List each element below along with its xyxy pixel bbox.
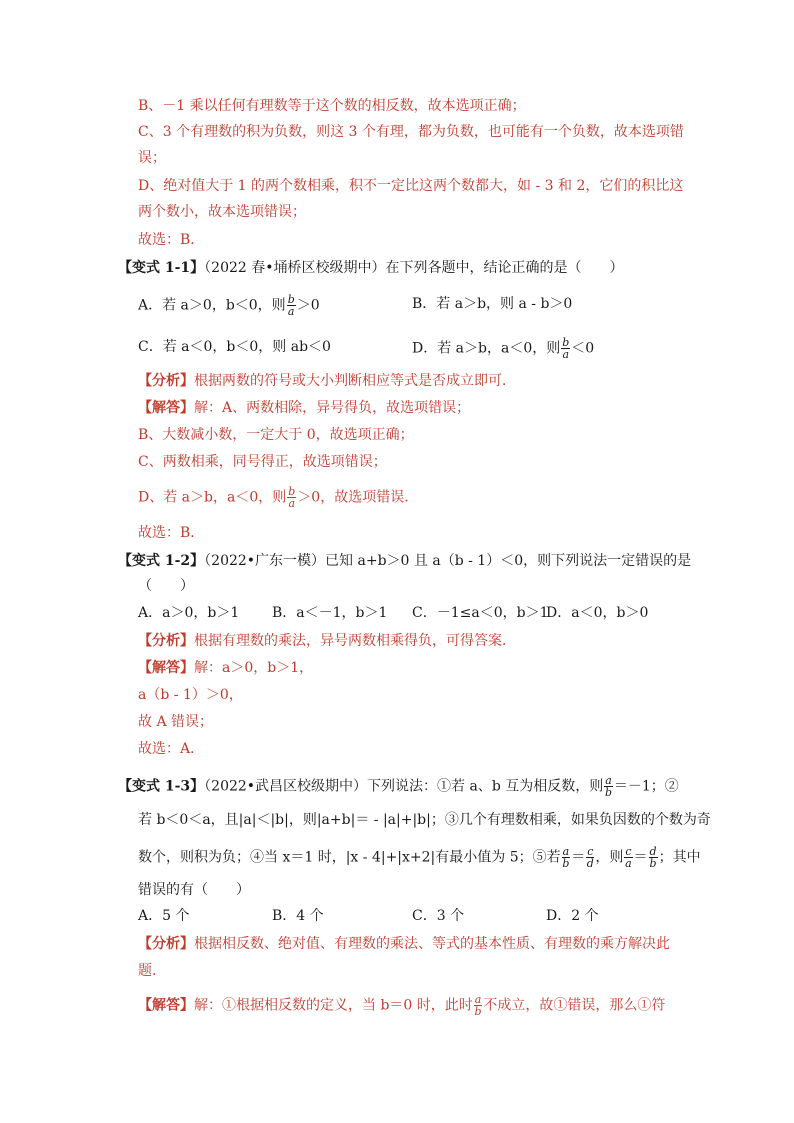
solution-line: 故 A 错误； bbox=[138, 714, 214, 730]
fraction: $\frac{a}{b}$ bbox=[605, 774, 613, 799]
question-stem: （2022 春•埇桥区校级期中）在下列各题中，结论正确的是（ ） bbox=[204, 260, 624, 276]
question-stem: （2022•广东一模）已知 a+b＞0 且 a（b - 1）＜0，则下列说法一定错误的是 bbox=[204, 553, 692, 569]
question-1-2 bbox=[118, 551, 691, 571]
solution bbox=[138, 994, 665, 1017]
solution-line-tail: 不成立，故①错误，那么①符 bbox=[483, 997, 666, 1014]
question-stem: （2022•武昌区校级期中）下列说法：①若 a、b 互为相反数，则 bbox=[204, 778, 604, 795]
analysis-text: 根据有理数的乘法，异号两数相乘得负，可得答案． bbox=[194, 633, 516, 649]
option-a-text: A．若 a＞0，b＜0，则 bbox=[138, 297, 286, 314]
prev-solution-d-line2: 两个数小，故本选项错误； bbox=[138, 204, 306, 220]
solution-line: 解：a＞0，b＞1， bbox=[194, 660, 314, 676]
solution-line: 解：①根据相反数的定义，当 b＝0 时，此时 bbox=[194, 997, 473, 1014]
solution bbox=[138, 398, 470, 418]
analysis-tag: 【分析】 bbox=[138, 633, 194, 649]
option-b: B．a＜－1，b＞1 bbox=[272, 605, 388, 621]
solution-tag: 【解答】 bbox=[138, 997, 194, 1014]
question-tag: 【变式 1-1】 bbox=[118, 260, 205, 276]
answer: 故选：B． bbox=[138, 525, 205, 541]
question-1-3 bbox=[118, 775, 679, 798]
solution-line: 解：A、两数相除，异号得负，故选项错误； bbox=[194, 400, 471, 416]
fraction: $\frac{a}{b}$ bbox=[562, 845, 570, 870]
option-b: B．4 个 bbox=[272, 908, 324, 924]
analysis-text: 根据相反数、绝对值、有理数的乘法、等式的基本性质、有理数的乘方解决此 bbox=[194, 936, 670, 952]
solution-tag: 【解答】 bbox=[138, 660, 194, 676]
option-b: B．若 a＞b，则 a - b＞0 bbox=[412, 296, 573, 312]
question-tag: 【变式 1-2】 bbox=[118, 553, 205, 569]
option-c: C．若 a＜0，b＜0，则 ab＜0 bbox=[138, 339, 331, 355]
analysis-text-cont: 题． bbox=[138, 963, 166, 979]
option-d: D．a＜0，b＞0 bbox=[546, 605, 649, 621]
prev-solution-c-line2: 误； bbox=[138, 150, 166, 166]
analysis-text: 根据两数的符号或大小判断相应等式是否成立即可． bbox=[194, 373, 516, 389]
fraction: $\frac{b}{a}$ bbox=[288, 485, 296, 510]
fraction: $\frac{a}{b}$ bbox=[474, 993, 482, 1018]
fraction: $\frac{b}{a}$ bbox=[562, 336, 570, 361]
question-stem-cont: （ ） bbox=[138, 578, 194, 594]
option-a: A．a＞0，b＞1 bbox=[138, 605, 240, 621]
solution-line: B、大数减小数，一定大于 0，故选项正确； bbox=[138, 427, 414, 443]
option-d bbox=[412, 337, 594, 360]
option-d-tail: ＜0 bbox=[571, 340, 595, 357]
fraction: $\frac{b}{a}$ bbox=[287, 293, 295, 318]
solution-line: a（b - 1）＞0， bbox=[138, 687, 243, 703]
option-d-text: D．若 a＞b，a＜0，则 bbox=[412, 340, 561, 357]
fraction: $\frac{d}{b}$ bbox=[649, 845, 657, 870]
analysis bbox=[138, 371, 516, 391]
option-a-tail: ＞0 bbox=[296, 297, 320, 314]
question-tag: 【变式 1-3】 bbox=[118, 778, 205, 795]
analysis-tag: 【分析】 bbox=[138, 373, 194, 389]
question-1-1 bbox=[118, 258, 624, 278]
question-stem-line4: 错误的有（ ） bbox=[138, 882, 250, 898]
prev-solution-answer: 故选：B． bbox=[138, 232, 205, 248]
prev-solution-d-line1: D、绝对值大于 1 的两个数相乘，积不一定比这两个数都大，如 - 3 和 2，它们的积比这 bbox=[138, 178, 684, 194]
solution-line: C、两数相乘，同号得正，故选项错误； bbox=[138, 454, 387, 470]
option-a bbox=[138, 294, 320, 317]
prev-solution-b: B、－1 乘以任何有理数等于这个数的相反数，故本选项正确； bbox=[138, 98, 526, 114]
analysis-tag: 【分析】 bbox=[138, 936, 194, 952]
option-d: D．2 个 bbox=[546, 908, 599, 924]
solution bbox=[138, 658, 313, 678]
solution-tag: 【解答】 bbox=[138, 400, 194, 416]
option-a: A．5 个 bbox=[138, 908, 190, 924]
analysis bbox=[138, 631, 516, 651]
option-c: C．3 个 bbox=[412, 908, 465, 924]
fraction: $\frac{c}{a}$ bbox=[625, 845, 632, 870]
option-c: C．－1≤a＜0，b＞1 bbox=[412, 605, 549, 621]
question-stem-line3: 数个，则积为负；④当 x＝1 时，|x - 4|+|x+2|有最小值为 5；⑤若 $\frac{a}{b}$ ＝ $\frac{c}{d}$ ，则 $\frac{c}{a}$ ＝ $\frac{d}{b}$ ；其中 bbox=[138, 845, 701, 870]
question-stem-tail: ＝－1；② bbox=[613, 778, 679, 795]
fraction: $\frac{c}{d}$ bbox=[586, 845, 594, 870]
prev-solution-c-line1: C、3 个有理数的积为负数，则这 3 个有理，都为负数，也可能有一个负数，故本选项错 bbox=[138, 124, 684, 140]
solution-line: D、若 a＞b，a＜0，则 $\frac{b}{a}$ ＞0，故选项错误． bbox=[138, 485, 419, 510]
question-stem-line2: 若 b＜0＜a，且|a|＜|b|，则|a+b|＝ - |a|+|b|；③几个有理数相乘，如果负因数的个数为奇 bbox=[138, 812, 711, 828]
analysis bbox=[138, 934, 670, 954]
answer: 故选：A． bbox=[138, 741, 205, 757]
